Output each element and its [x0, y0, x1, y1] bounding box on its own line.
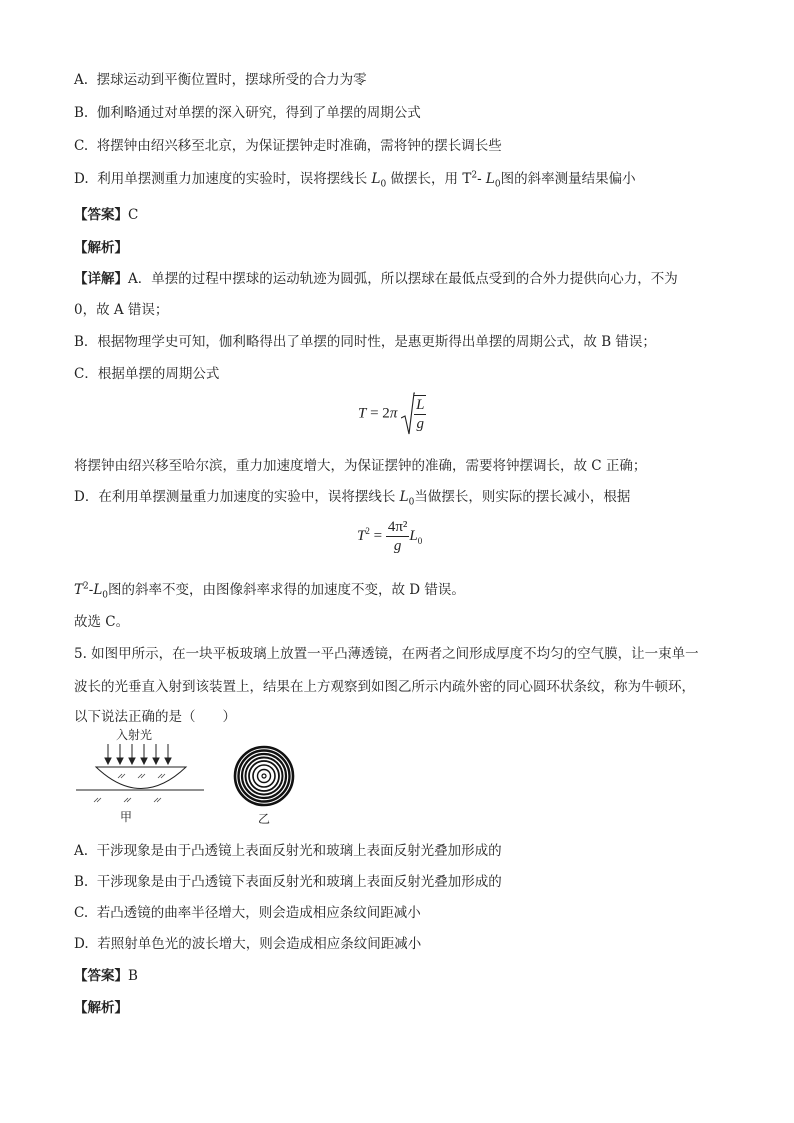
incident-light-label: 入射光	[116, 728, 153, 742]
q4-conclusion: 故选 C。	[74, 614, 130, 630]
q5-option-d: D. 若照射单色光的波长增大，则会造成相应条纹间距减小	[74, 936, 422, 952]
q4-analysis-label: 【解析】	[74, 240, 128, 256]
newton-rings	[235, 747, 293, 805]
q5-stem-line-1: 5. 如图甲所示，在一块平板玻璃上放置一平凸薄透镜，在两者之间形成厚度不均匀的空气膜，让一束单一	[74, 646, 699, 662]
q4-after-formula2: $T^2-L_0$图的斜率不变，由图像斜率求得的加速度不变，故 D 错误。	[74, 581, 465, 601]
q5-figure	[74, 730, 314, 825]
sqrt-sign-icon	[401, 392, 415, 436]
q4-answer: 【答案】C	[74, 207, 139, 223]
formula-period: T = 2π $\frac{L}{g}$	[358, 392, 426, 436]
q4-d-analysis: D．在利用单摆测量重力加速度的实验中，误将摆线长 $L_0$当做摆长，则实际的摆长减小，根据	[74, 489, 631, 508]
q5-stem-line-3: 以下说法正确的是（ ）	[74, 709, 236, 725]
q4-detail-line-4: C．根据单摆的周期公式	[74, 366, 220, 382]
q4-detail-line-2: 0，故 A 错误；	[74, 302, 169, 318]
q5-option-c: C. 若凸透镜的曲率半径增大，则会造成相应条纹间距减小	[74, 905, 421, 921]
q4-detail-line-3: B．根据物理学史可知，伽利略得出了单摆的同时性，是惠更斯得出单摆的周期公式，故 B 错误；	[74, 334, 656, 350]
q5-option-a: A. 干涉现象是由于凸透镜上表面反射光和玻璃上表面反射光叠加形成的	[74, 843, 502, 859]
sqrt-expression: $\frac{L}{g}$	[401, 392, 426, 436]
lens-hatching	[118, 774, 165, 778]
q5-option-b: B. 干涉现象是由于凸透镜下表面反射光和玻璃上表面反射光叠加形成的	[74, 874, 502, 890]
q4-detail-line-1: 【详解】A．单摆的过程中摆球的运动轨迹为圆弧，所以摆球在最低点受到的合外力提供向心力，不为	[74, 271, 678, 287]
q5-analysis-label: 【解析】	[74, 1000, 128, 1016]
q5-stem-line-2: 波长的光垂直入射到该装置上，结果在上方观察到如图乙所示内疏外密的同心圆环状条纹，称为牛顿环，	[74, 679, 695, 695]
q4-after-formula1: 将摆钟由绍兴移至哈尔滨，重力加速度增大，为保证摆钟的准确，需要将钟摆调长，故 C 正确；	[74, 458, 647, 474]
q4-option-b: B. 伽利略通过对单摆的深入研究，得到了单摆的周期公式	[74, 105, 421, 121]
newton-rings-figure	[74, 730, 314, 825]
formula-t-squared: $T^2$ = $\frac{\text{4π²}}{g}$ $L_0$	[357, 519, 423, 554]
plate-hatching	[94, 798, 161, 802]
q4-option-a: A. 摆球运动到平衡位置时，摆球所受的合力为零	[74, 72, 367, 88]
incident-light-arrows	[105, 744, 171, 764]
figure-caption-jia: 甲	[120, 810, 133, 824]
figure-caption-yi: 乙	[258, 812, 271, 826]
q4-option-c: C. 将摆钟由绍兴移至北京，为保证摆钟走时准确，需将钟的摆长调长些	[74, 138, 502, 154]
q5-answer: 【答案】B	[74, 968, 138, 984]
q4-option-d: D. 利用单摆测重力加速度的实验时，误将摆线长 $L_0$ 做摆长，用 $T^2-$ $L_0$图的斜率测量结果偏小	[74, 170, 636, 190]
